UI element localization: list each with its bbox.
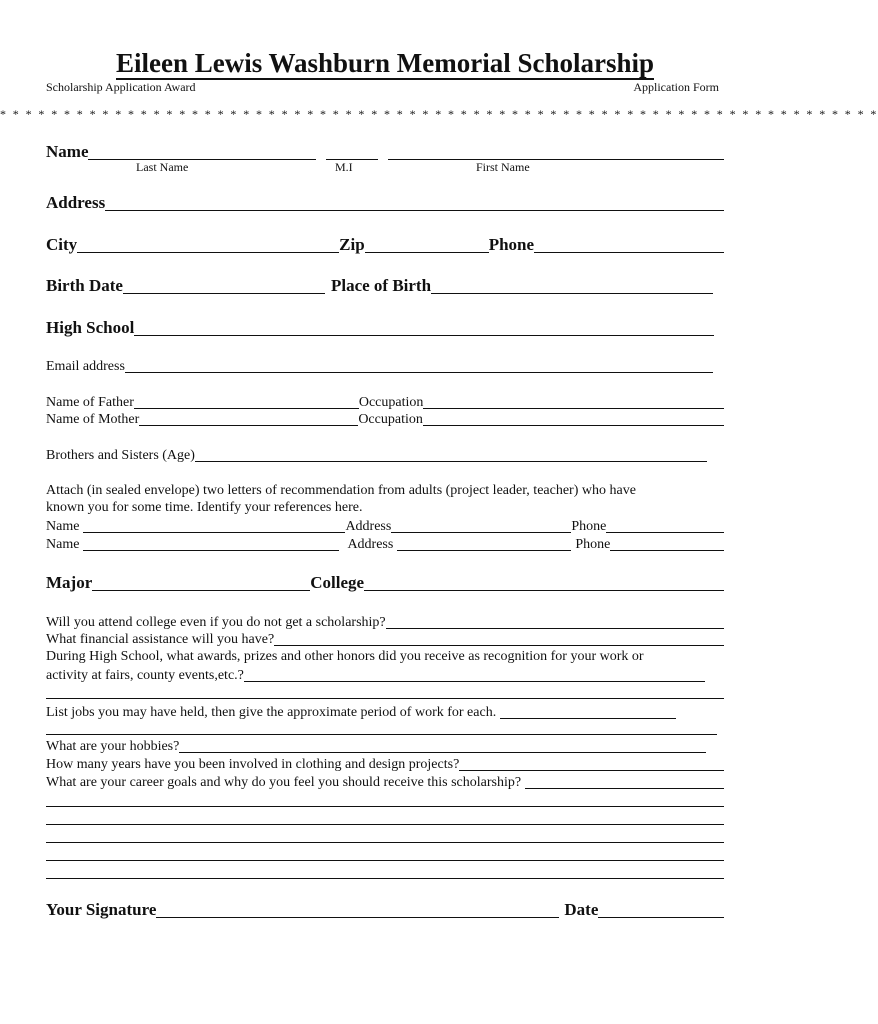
answer-line-4[interactable]: [46, 860, 724, 861]
question-4-row: [46, 703, 724, 721]
reference-1-name-label: Name: [46, 519, 80, 534]
mother-row: [46, 410, 724, 428]
question-5-row: [46, 737, 724, 755]
answer-line-2[interactable]: [46, 824, 724, 825]
mother-name-field[interactable]: [139, 424, 358, 426]
email-field[interactable]: [125, 371, 713, 373]
siblings-field[interactable]: [195, 460, 707, 462]
name-label: Name: [46, 142, 89, 161]
answer-line-1[interactable]: [46, 806, 724, 807]
father-occupation-field[interactable]: [423, 407, 724, 409]
reference-1-address-field[interactable]: [391, 531, 571, 533]
reference-1-phone-label: Phone: [571, 519, 607, 534]
place-of-birth-label: Place of Birth: [330, 276, 432, 295]
reference-1-address-label: Address: [345, 519, 392, 534]
question-1-row: [46, 613, 724, 631]
question-4-extra-line[interactable]: [46, 734, 717, 735]
high-school-field[interactable]: [134, 334, 714, 336]
father-occupation-label: Occupation: [358, 395, 424, 410]
reference-2-name-field[interactable]: [83, 549, 339, 551]
high-school-row: [46, 316, 724, 338]
question-6-row: [46, 755, 724, 773]
high-school-label: High School: [46, 318, 135, 337]
siblings-label: Brothers and Sisters (Age): [46, 448, 195, 463]
birth-date-field[interactable]: [123, 292, 325, 294]
question-1-label: Will you attend college even if you do not get a scholarship?: [46, 615, 386, 630]
address-field[interactable]: [105, 209, 724, 211]
signature-field[interactable]: [156, 916, 559, 918]
question-6-label: How many years have you been involved in clothing and design projects?: [46, 757, 460, 772]
question-7-field[interactable]: [525, 787, 724, 789]
zip-field[interactable]: [365, 251, 489, 253]
address-row: [46, 191, 724, 213]
question-2-field[interactable]: [274, 644, 724, 646]
question-3-label: During High School, what awards, prizes and other honors did you receive as recognition for your work or: [46, 649, 644, 664]
birth-date-label: Birth Date: [46, 276, 123, 295]
phone-field[interactable]: [534, 251, 724, 253]
date-label: Date: [564, 900, 599, 919]
siblings-row: [46, 446, 724, 464]
question-2-row: [46, 630, 724, 648]
form-title: Eileen Lewis Washburn Memorial Scholarship: [115, 48, 655, 78]
reference-1-name-field[interactable]: [83, 531, 345, 533]
question-2-label: What financial assistance will you have?: [46, 632, 275, 647]
major-row: [46, 571, 724, 593]
mi-caption: M.I: [335, 160, 353, 174]
signature-label: Your Signature: [46, 900, 157, 919]
city-label: City: [46, 235, 78, 254]
email-row: [46, 357, 724, 375]
question-1-field[interactable]: [386, 627, 724, 629]
references-instruction-2: known you for some time. Identify your references here.: [46, 500, 363, 515]
question-3-field[interactable]: [244, 680, 705, 682]
reference-1-phone-field[interactable]: [606, 531, 724, 533]
major-label: Major: [46, 573, 93, 592]
form-subtitle-right: Application Form: [633, 80, 719, 94]
father-row: [46, 393, 724, 411]
last-name-caption: Last Name: [136, 160, 189, 174]
question-5-label: What are your hobbies?: [46, 739, 180, 754]
answer-line-3[interactable]: [46, 842, 724, 843]
question-5-field[interactable]: [179, 751, 706, 753]
first-name-field[interactable]: [388, 158, 724, 160]
question-3-extra-line[interactable]: [46, 698, 724, 699]
first-name-caption: First Name: [476, 160, 530, 174]
mother-occupation-label: Occupation: [358, 412, 423, 427]
date-field[interactable]: [598, 916, 724, 918]
question-3-row: [46, 666, 724, 684]
signature-row: [46, 898, 724, 920]
mother-label: Name of Mother: [46, 412, 140, 427]
reference-2-name-label: Name: [46, 537, 80, 552]
college-field[interactable]: [364, 589, 724, 591]
reference-row-1: [46, 517, 724, 535]
phone-label: Phone: [488, 235, 535, 254]
zip-label: Zip: [339, 235, 365, 254]
reference-2-address-label: Address: [347, 537, 394, 552]
question-6-field[interactable]: [459, 769, 724, 771]
question-4-field[interactable]: [500, 717, 676, 719]
father-label: Name of Father: [46, 395, 134, 410]
references-instruction-1: Attach (in sealed envelope) two letters of recommendation from adults (project leader, teacher) who have: [46, 483, 636, 498]
college-label: College: [310, 573, 365, 592]
question-4-label: List jobs you may have held, then give the approximate period of work for each.: [46, 705, 497, 720]
question-3-continued-label: activity at fairs, county events,etc.?: [46, 668, 244, 683]
last-name-field[interactable]: [88, 158, 316, 160]
address-label: Address: [46, 193, 106, 212]
place-of-birth-field[interactable]: [431, 292, 713, 294]
reference-row-2: [46, 535, 724, 553]
email-label: Email address: [46, 359, 125, 374]
birth-row: [46, 274, 724, 296]
reference-2-phone-label: Phone: [575, 537, 611, 552]
form-subtitle-left: Scholarship Application Award: [46, 80, 196, 94]
question-7-row: [46, 773, 724, 791]
name-row: [46, 140, 724, 162]
city-row: [46, 233, 724, 255]
father-name-field[interactable]: [134, 407, 359, 409]
major-field[interactable]: [92, 589, 310, 591]
reference-2-phone-field[interactable]: [610, 549, 724, 551]
question-7-label: What are your career goals and why do you feel you should receive this scholarship?: [46, 775, 522, 790]
star-divider: * * * * * * * * * * * * * * * * * * * * * * * * * * * * * * * * * * * * * * * * * * * * * * * * * * * * * * * * * * * * * * * * * * * * *: [0, 107, 878, 121]
city-field[interactable]: [77, 251, 339, 253]
reference-2-address-field[interactable]: [397, 549, 571, 551]
mother-occupation-field[interactable]: [423, 424, 724, 426]
answer-line-5[interactable]: [46, 878, 724, 879]
